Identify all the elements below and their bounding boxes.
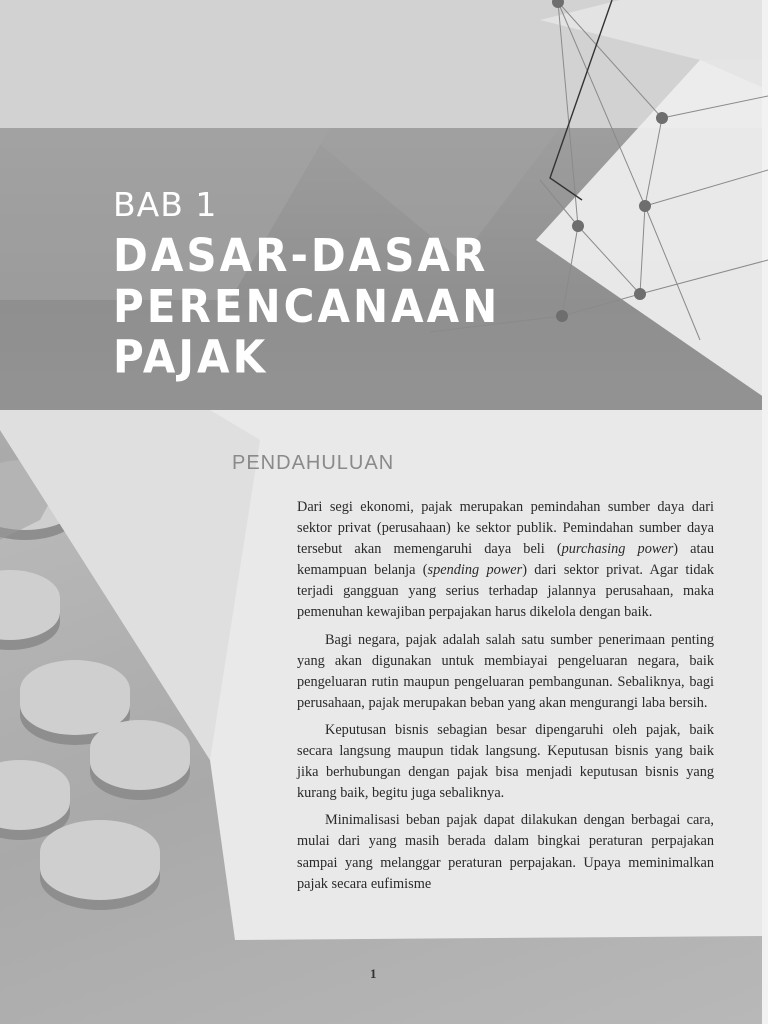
- paragraph-1-text-2: ) atau kemampuan belanja (: [297, 541, 714, 579]
- body-text: [297, 497, 714, 895]
- page-edge: [762, 0, 768, 1024]
- section-heading: PENDAHULUAN: [232, 452, 395, 474]
- paragraph-1-text-3: ) dari sektor privat. Agar tidak terjadi gangguan yang serius terhadap jalannya perusahaan, maka pemenuhan kewajiban perpajakan harus dikelola dengan baik.: [297, 562, 714, 621]
- paragraph-1: [297, 497, 714, 624]
- chapter-title-line-3: PAJAK: [113, 330, 269, 384]
- chapter-title-line-2: PERENCANAAN: [113, 279, 501, 333]
- chapter-label: BAB 1: [113, 185, 218, 224]
- chapter-title-block: [113, 185, 501, 384]
- paragraph-3: Keputusan bisnis sebagian besar dipengaruhi oleh pajak, baik secara langsung maupun tidak langsung. Keputusan bisnis yang baik jika berhubungan dengan pajak bisa menjadi keputusan bisnis yang kurang baik, begitu juga sebaliknya.: [297, 721, 714, 802]
- term-spending-power: spending power: [427, 562, 523, 579]
- paragraph-1-text: Dari segi ekonomi, pajak merupakan pemindahan sumber daya dari sektor privat (perusahaan) ke sektor publik. Pemindahan sumber daya tersebut akan memengaruhi daya beli (: [297, 499, 714, 558]
- paragraph-2: Bagi negara, pajak adalah salah satu sumber penerimaan penting yang akan digunakan untuk membiayai pengeluaran negara, baik pengeluaran rutin maupun pengeluaran pembangunan. Sebaliknya, bagi perusahaan, pajak merupakan beban yang akan mengurangi laba bersih.: [297, 631, 714, 711]
- page-number: 1: [370, 966, 377, 981]
- chapter-title: [113, 230, 500, 382]
- paragraph-4: Minimalisasi beban pajak dapat dilakukan dengan berbagai cara, mulai dari yang masih berada dalam bingkai peraturan perpajakan sampai yang melanggar peraturan perpajakan. Upaya meminimalkan pajak secara eufimisme: [297, 812, 714, 892]
- chapter-title-line-1: DASAR-DASAR: [113, 228, 489, 282]
- term-purchasing-power: purchasing power: [561, 541, 674, 558]
- light-triangle-right: [536, 60, 768, 400]
